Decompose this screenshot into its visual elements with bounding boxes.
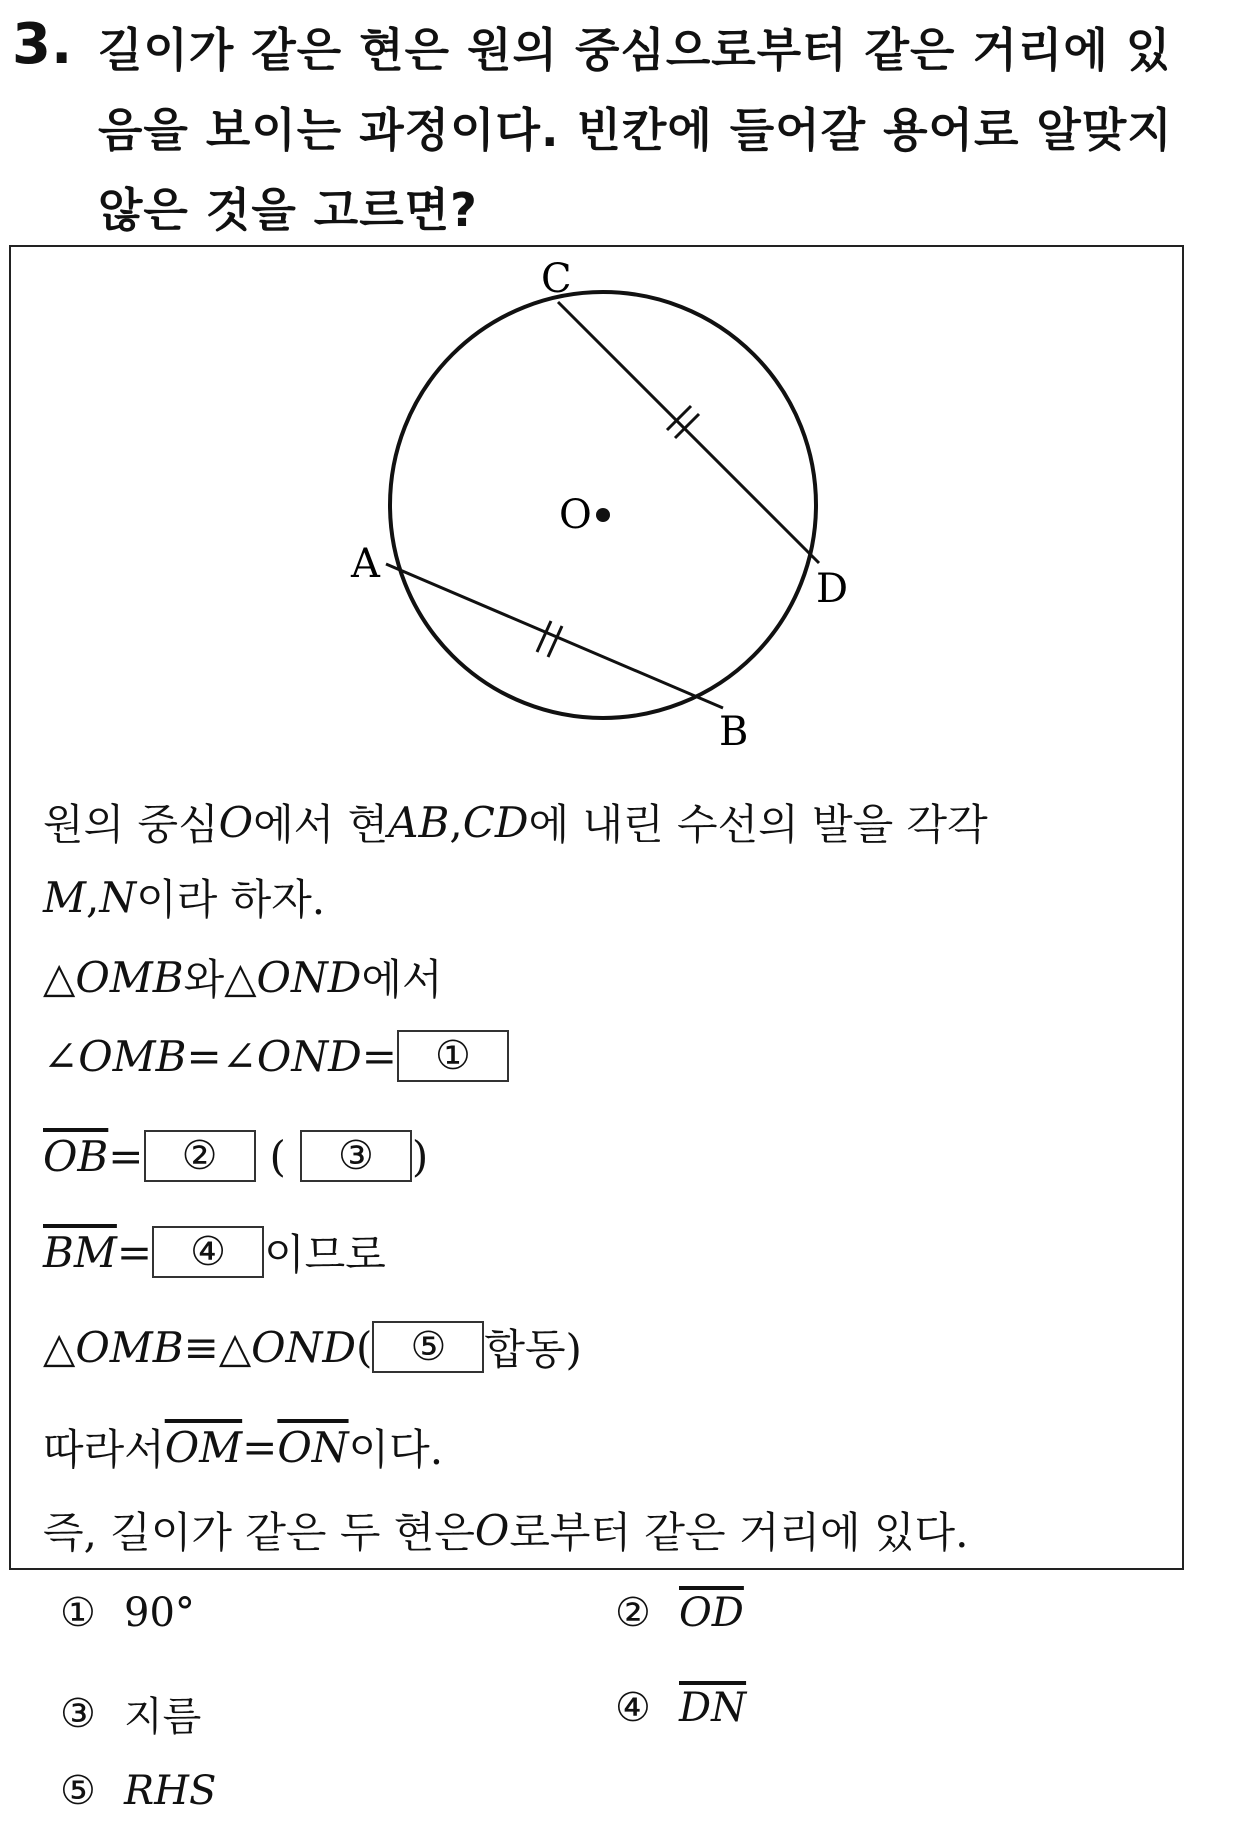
proof-line-6 — [43, 1222, 386, 1282]
equals: = — [186, 1031, 222, 1081]
choice-3[interactable] — [60, 1685, 201, 1742]
proof-line-4 — [43, 1030, 509, 1082]
paren-close: ) — [411, 1131, 429, 1181]
segment-bm: $\overline{BM}$ — [43, 1227, 117, 1277]
triangle-omb: OMB — [75, 952, 184, 1002]
text: 이므로 — [264, 1230, 386, 1279]
paren-open: ( — [269, 1131, 286, 1181]
point-o: O — [474, 1505, 510, 1555]
text: 에 내린 수선의 발을 각각 — [528, 800, 988, 849]
text: 에서 — [361, 955, 443, 1004]
point-n: N — [99, 872, 137, 922]
text: 즉, 길이가 같은 두 현은 — [43, 1508, 475, 1557]
blank-1: ① — [397, 1030, 509, 1082]
text: , — [86, 872, 100, 922]
question-text: 길이가 같은 현은 원의 중심으로부터 같은 거리에 있음을 보이는 과정이다. 빈칸에 들어갈 용어로 알맞지 않은 것을 고르면? — [98, 23, 1173, 237]
point-o: O — [218, 797, 254, 847]
triangle-symbol: △ — [218, 1322, 252, 1372]
equals: = — [108, 1131, 144, 1181]
blank-4: ④ — [152, 1226, 264, 1278]
text: 에서 현 — [253, 800, 389, 849]
circle-figure — [11, 247, 1186, 767]
center-point — [596, 508, 610, 522]
choice-1[interactable] — [60, 1590, 195, 1636]
equals: = — [242, 1422, 278, 1472]
choice-value: $\overline{OD}$ — [679, 1590, 744, 1636]
label-d: D — [816, 566, 849, 612]
choice-value: RHS — [124, 1768, 217, 1814]
proof-line-1 — [43, 792, 988, 852]
angle-symbol: ∠ — [43, 1031, 79, 1081]
choice-number: ④ — [615, 1685, 651, 1731]
segment-ob: $\overline{OB}$ — [43, 1131, 109, 1181]
paren-open: ( — [356, 1322, 373, 1372]
tick-mark-cd — [667, 406, 699, 438]
proof-line-9 — [43, 1500, 968, 1560]
proof-line-5 — [43, 1130, 428, 1182]
label-c: C — [541, 256, 572, 302]
angle-ond: OND — [256, 1031, 362, 1081]
blank-2: ② — [144, 1130, 256, 1182]
triangle-symbol: △ — [43, 1322, 76, 1372]
proof-line-3 — [43, 947, 443, 1007]
triangle-ond: OND — [256, 952, 362, 1002]
text: 원의 중심 — [43, 800, 219, 849]
text: 이라 하자. — [136, 875, 326, 924]
segment-on: $\overline{ON}$ — [277, 1422, 349, 1472]
equals: = — [116, 1227, 153, 1277]
choice-4[interactable] — [615, 1685, 746, 1731]
choice-value: 지름 — [124, 1694, 202, 1740]
label-b: B — [719, 709, 749, 755]
blank-5: ⑤ — [372, 1321, 484, 1373]
question-number: 3. — [12, 12, 73, 77]
chord-ab-label: AB — [388, 797, 450, 847]
triangle-omb: OMB — [75, 1322, 184, 1372]
choice-number: ② — [615, 1590, 651, 1636]
triangle-symbol: △ — [224, 952, 257, 1002]
choice-2[interactable] — [615, 1590, 744, 1636]
angle-symbol: ∠ — [221, 1031, 257, 1081]
proof-line-7 — [43, 1317, 582, 1377]
proof-line-8 — [43, 1417, 443, 1477]
proof-line-2 — [43, 867, 325, 927]
chord-cd-label: CD — [462, 797, 529, 847]
text: 합동) — [484, 1325, 582, 1374]
choice-value: $\overline{DN}$ — [679, 1685, 747, 1731]
triangle-ond: OND — [251, 1322, 356, 1372]
blank-3: ③ — [300, 1130, 412, 1182]
text: , — [449, 797, 463, 847]
choice-number: ⑤ — [60, 1768, 96, 1814]
circle — [390, 292, 816, 718]
angle-omb: OMB — [78, 1031, 187, 1081]
segment-om: $\overline{OM}$ — [164, 1422, 243, 1472]
proof-box — [9, 245, 1184, 1570]
chord-cd — [558, 302, 819, 563]
text: 로부터 같은 거리에 있다. — [509, 1508, 969, 1557]
choice-5[interactable] — [60, 1768, 216, 1814]
label-o: O — [559, 492, 592, 538]
triangle-symbol: △ — [43, 952, 76, 1002]
text: 따라서 — [43, 1425, 165, 1474]
equals: = — [361, 1031, 397, 1081]
congruent-symbol: ≡ — [183, 1322, 219, 1372]
text: 와 — [183, 955, 225, 1004]
choice-number: ③ — [60, 1690, 96, 1737]
choice-number: ① — [60, 1590, 96, 1636]
label-a: A — [351, 541, 380, 587]
text: 이다. — [348, 1425, 444, 1474]
choice-value: 90° — [124, 1590, 195, 1636]
point-m: M — [43, 872, 87, 922]
